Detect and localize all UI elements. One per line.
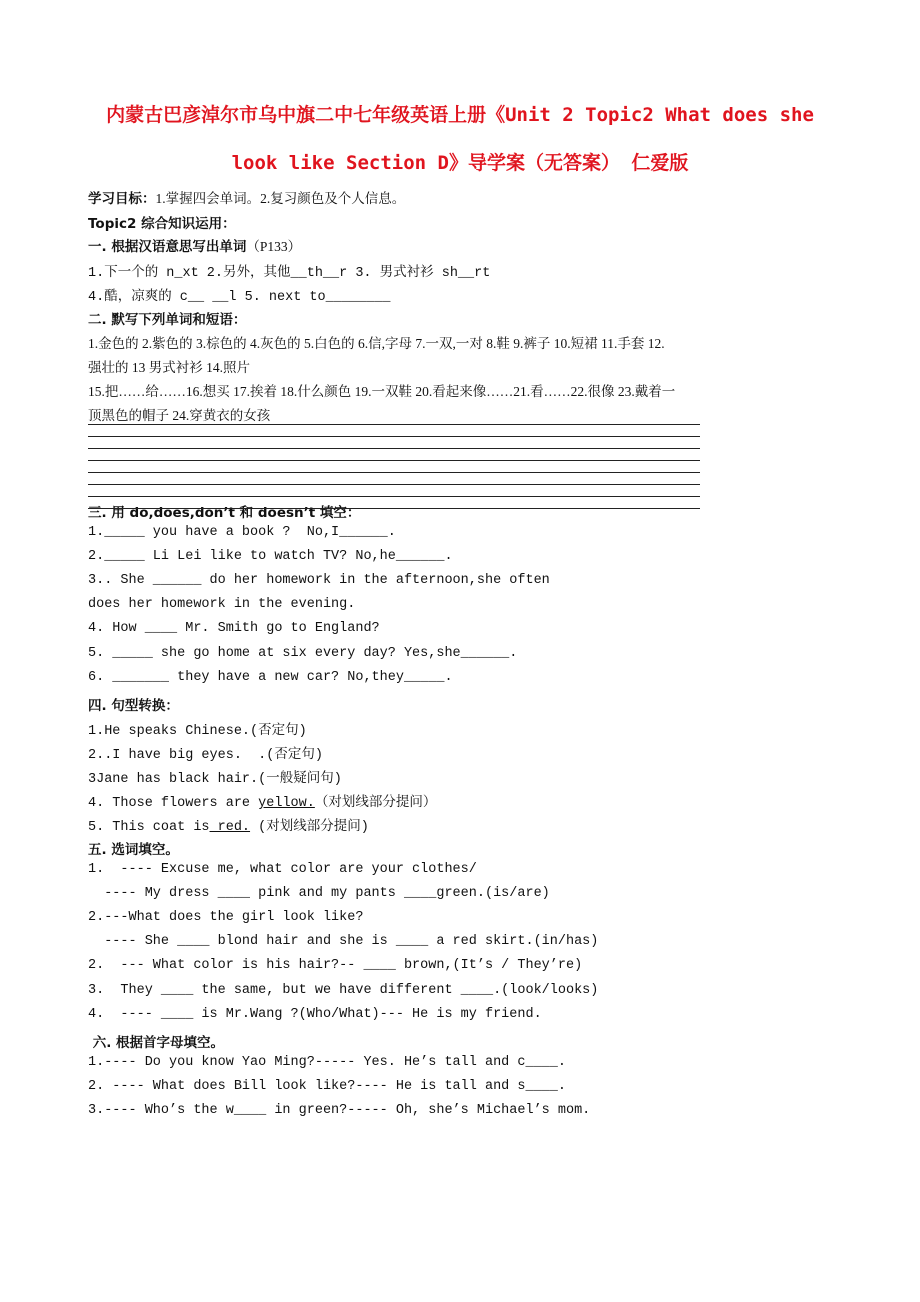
answer-rule-line <box>88 424 700 425</box>
text-line <box>88 910 363 925</box>
text-segment: 1.金色的 2.紫色的 3.棕色的 4.灰色的 5.白色的 6.信,字母 7.一双,一对 8.鞋 9.裤子 10.短裙 11.手套 12. <box>88 336 665 351</box>
text-segment: 3. They ____ the same, but we have different ____.(look/looks) <box>88 983 599 998</box>
answer-rule-line <box>88 508 700 509</box>
text-line <box>88 790 436 811</box>
text-segment: 3.. She ______ do her homework in the afternoon,she often <box>88 573 550 588</box>
text-segment: 4. Those flowers are <box>88 796 259 811</box>
text-line <box>88 404 270 424</box>
section-heading <box>88 694 179 714</box>
text-line <box>88 1079 566 1094</box>
text-segment: 顶黑色的帽子 24.穿黄衣的女孩 <box>88 408 271 423</box>
text-line <box>88 621 380 636</box>
document-title-line-2: look like Section D》导学案（无答案） 仁爱版 <box>231 152 689 174</box>
section-heading <box>88 838 179 858</box>
text-line <box>88 886 550 901</box>
section-heading <box>88 187 405 207</box>
section-heading <box>88 235 301 255</box>
document-title-line-1: 内蒙古巴彦淖尔市乌中旗二中七年级英语上册《Unit 2 Topic2 What does she <box>106 104 814 126</box>
section-heading <box>88 501 360 521</box>
text-segment: ---- She ____ blond hair and she is ____ a red skirt.(in/has) <box>88 934 599 949</box>
text-segment: 1.下一个的 n_xt 2.另外，其他__th__r 3. 男式衬衫 sh__rt <box>88 266 491 281</box>
text-segment: 4. ---- ____ is Mr.Wang ?(Who/What)--- He is my friend. <box>88 1007 542 1022</box>
text-segment: 三. 用 do,does,don’t 和 doesn’t 填空： <box>88 505 361 521</box>
text-segment: 1._____ you have a book ? No,I______. <box>88 525 396 540</box>
text-segment: 一. 根据汉语意思写出单词 <box>88 239 247 255</box>
text-segment: 6. _______ they have a new car? No,they_____. <box>88 670 453 685</box>
text-line <box>88 549 453 564</box>
text-line <box>88 356 250 376</box>
text-line <box>88 1103 590 1118</box>
text-segment: （对划线部分提问） <box>314 796 437 811</box>
text-segment: 2. --- What color is his hair?-- ____ brown,(It’s / They’re) <box>88 958 583 973</box>
text-segment: 3.---- Who’s the w____ in green?----- Oh, she’s Michael’s mom. <box>88 1103 591 1118</box>
answer-rule-line <box>88 496 700 497</box>
text-segment: 四. 句型转换： <box>88 698 179 714</box>
text-line <box>88 862 477 877</box>
text-segment: 2.---What does the girl look like? <box>88 910 364 925</box>
text-segment: 15.把……给……16.想买 17.挨着 18.什么颜色 19.一双鞋 20.看起来像……21.看……22.很像 23.戴着一 <box>88 384 676 399</box>
text-line <box>88 525 396 540</box>
text-line <box>88 332 665 352</box>
section-heading <box>88 212 236 232</box>
section-heading <box>88 1031 224 1051</box>
text-line <box>88 380 675 400</box>
text-segment: 六. 根据首字母填空。 <box>88 1035 225 1051</box>
answer-rule-line <box>88 460 700 461</box>
text-line <box>88 718 307 739</box>
section-heading <box>88 308 246 328</box>
text-segment: 1.He speaks Chinese.(否定句) <box>88 724 307 739</box>
text-segment: 学习目标： <box>88 191 156 207</box>
text-segment: 二. 默写下列单词和短语： <box>88 312 247 328</box>
text-segment: 5. _____ she go home at six every day? Yes,she______. <box>88 646 518 661</box>
text-line <box>88 597 355 612</box>
text-line <box>88 284 390 305</box>
text-segment: does her homework in the evening. <box>88 597 356 612</box>
text-line <box>88 934 598 949</box>
text-segment: 强壮的 13 男式衬衫 14.照片 <box>88 360 250 375</box>
answer-rule-line <box>88 472 700 473</box>
text-line <box>88 766 342 787</box>
text-line <box>88 1055 566 1070</box>
text-segment: 1.掌握四会单词。2.复习颜色及个人信息。 <box>155 191 406 206</box>
text-line <box>88 1007 542 1022</box>
text-segment: 2. ---- What does Bill look like?---- He is tall and s____. <box>88 1079 566 1094</box>
text-segment: （P133） <box>246 239 302 254</box>
text-line <box>88 983 598 998</box>
text-line <box>88 814 369 835</box>
text-segment: 5. This coat is <box>88 820 210 835</box>
text-line <box>88 958 582 973</box>
underlined-text: red. <box>209 820 251 835</box>
text-segment: 4.酷，凉爽的 c__ __l 5. next to________ <box>88 290 391 305</box>
answer-rule-line <box>88 448 700 449</box>
text-line <box>88 573 550 588</box>
text-segment: 1. ---- Excuse me, what color are your clothes/ <box>88 862 477 877</box>
answer-rule-line <box>88 484 700 485</box>
text-segment: 4. How ____ Mr. Smith go to England? <box>88 621 380 636</box>
text-segment: (对划线部分提问) <box>250 820 369 835</box>
text-segment: 1.---- Do you know Yao Ming?----- Yes. He’s tall and c____. <box>88 1055 566 1070</box>
text-segment: ---- My dress ____ pink and my pants ____green.(is/are) <box>88 886 550 901</box>
answer-rule-line <box>88 436 700 437</box>
text-segment: Topic2 综合知识运用： <box>88 216 236 232</box>
text-line <box>88 670 453 685</box>
text-line <box>88 260 490 281</box>
text-segment: 3Jane has black hair.(一般疑问句) <box>88 772 342 787</box>
text-line <box>88 646 517 661</box>
text-segment: 2._____ Li Lei like to watch TV? No,he______. <box>88 549 453 564</box>
text-segment: 五. 选词填空。 <box>88 842 179 858</box>
text-segment: 2..I have big eyes. .(否定句) <box>88 748 323 763</box>
underlined-text: yellow. <box>258 796 315 811</box>
text-line <box>88 742 323 763</box>
